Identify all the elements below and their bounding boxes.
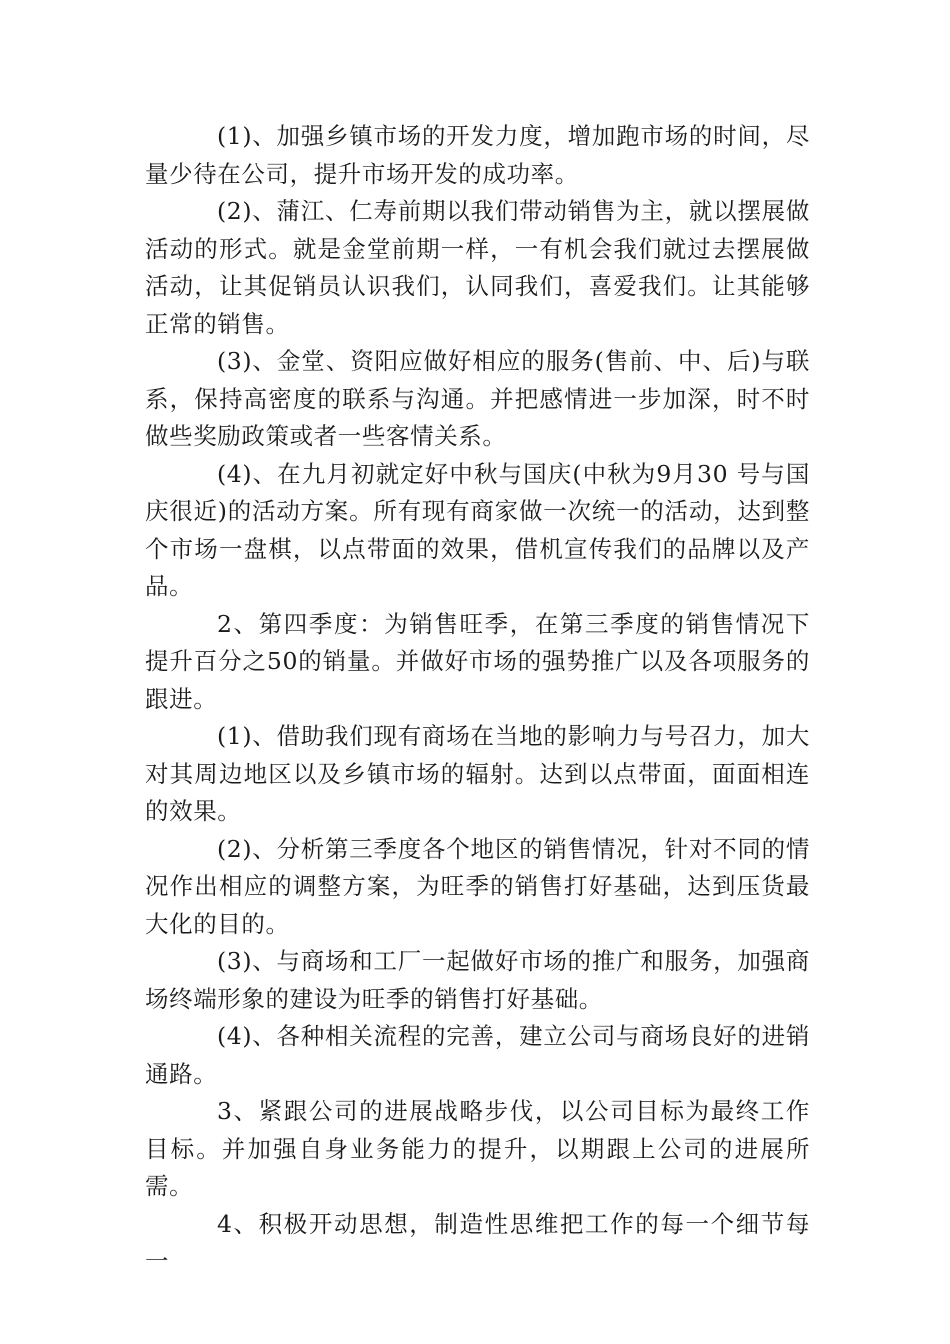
paragraph-7: (2)、分析第三季度各个地区的销售情况，针对不同的情况作出相应的调整方案，为旺季的销售打好基础，达到压货最大化的目的。 — [145, 834, 810, 938]
document-body — [145, 118, 810, 1281]
paragraph-2: (2)、蒲江、仁寿前期以我们带动销售为主，就以摆展做活动的形式。就是金堂前期一样，一有机会我们就过去摆展做活动，让其促销员认识我们，认同我们，喜爱我们。让其能够正常的销售。 — [145, 197, 810, 338]
paragraph-8: (3)、与商场和工厂一起做好市场的推广和服务，加强商场终端形象的建设为旺季的销售打好基础。 — [145, 947, 810, 1013]
paragraph-10: 3、紧跟公司的进展战略步伐，以公司目标为最终工作目标。并加强自身业务能力的提升，以期跟上公司的进展所需。 — [145, 1097, 810, 1200]
paragraph-4: (4)、在九月初就定好中秋与国庆(中秋为9月30 号与国庆很近)的活动方案。所有现有商家做一次统一的活动，达到整个市场一盘棋，以点带面的效果，借机宣传我们的品牌以及产品。 — [145, 459, 810, 600]
paragraph-6: (1)、借助我们现有商场在当地的影响力与号召力，加大对其周边地区以及乡镇市场的辐射。达到以点带面，面面相连的效果。 — [145, 722, 810, 825]
paragraph-3: (3)、金堂、资阳应做好相应的服务(售前、中、后)与联系，保持高密度的联系与沟通。并把感情进一步加深，时不时做些奖励政策或者一些客情关系。 — [145, 347, 810, 450]
paragraph-11: 4、积极开动思想，制造性思维把工作的每一个细节每一 — [145, 1209, 810, 1275]
paragraph-1: (1)、加强乡镇市场的开发力度，增加跑市场的时间，尽量少待在公司，提升市场开发的成功率。 — [145, 122, 810, 188]
paragraph-5: 2、第四季度：为销售旺季，在第三季度的销售情况下提升百分之50的销量。并做好市场的强势推广以及各项服务的跟进。 — [145, 609, 810, 713]
paragraph-9: (4)、各种相关流程的完善，建立公司与商场良好的进销通路。 — [145, 1022, 810, 1088]
